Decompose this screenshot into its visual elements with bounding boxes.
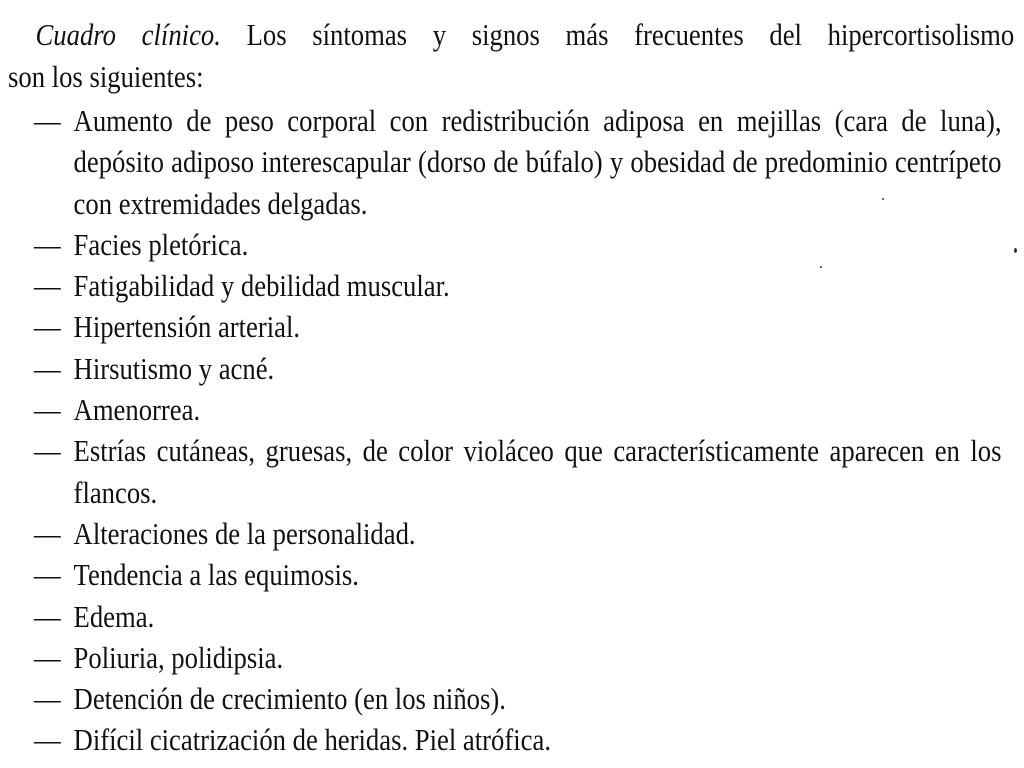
dash-bullet: — — [34, 515, 61, 551]
list-item-text: Fatigabilidad y debilidad muscular. — [73, 268, 450, 304]
list-item — [34, 596, 1002, 637]
scan-speck — [1014, 248, 1017, 253]
dash-bullet: — — [34, 639, 61, 675]
scan-speck — [882, 198, 884, 200]
dash-bullet: — — [34, 268, 61, 304]
dash-bullet: — — [34, 681, 61, 717]
list-item-text: Edema. — [73, 598, 155, 634]
dash-bullet: — — [34, 350, 61, 386]
dash-bullet: — — [34, 557, 61, 593]
list-item — [34, 554, 1002, 595]
list-item-text: Hirsutismo y acné. — [73, 350, 275, 386]
list-item-text: Poliuria, polidipsia. — [73, 639, 284, 675]
list-item-text: Difícil cicatrización de heridas. Piel atrófica. — [73, 722, 551, 758]
list-item — [34, 430, 1002, 513]
list-item-text: Alteraciones de la personalidad. — [73, 515, 416, 551]
list-item — [34, 306, 1002, 347]
intro-first-line — [8, 14, 1014, 56]
section-heading: Cuadro clínico. — [35, 17, 221, 52]
list-item-text: Hipertensión arterial. — [73, 309, 301, 345]
list-item-text: Detención de crecimiento (en los niños). — [73, 681, 506, 717]
symptom-list — [34, 100, 1002, 761]
list-item — [34, 513, 1002, 554]
dash-bullet: — — [34, 392, 61, 428]
intro-paragraph — [8, 14, 1014, 98]
dash-bullet: — — [34, 309, 61, 345]
list-item — [34, 224, 1002, 265]
list-item-text: Facies pletórica. — [73, 226, 249, 262]
list-item-text: Estrías cutáneas, gruesas, de color violáceo que característicamente aparecen en los flancos. — [73, 433, 1002, 510]
list-item-text: Aumento de peso corporal con redistribución adiposa en mejillas (cara de luna), depósito adiposo interescapular (dorso de búfalo) y obesidad de predominio centrípeto con extremidades delgadas. — [73, 103, 1002, 221]
list-item — [34, 348, 1002, 389]
dash-bullet: — — [34, 722, 61, 758]
scan-speck — [820, 266, 822, 268]
list-item — [34, 678, 1002, 719]
list-item — [34, 100, 1002, 224]
list-item — [34, 265, 1002, 306]
intro-text-line2: son los siguientes: — [8, 59, 204, 94]
dash-bullet: — — [34, 433, 61, 469]
dash-bullet: — — [34, 103, 61, 138]
list-item — [34, 637, 1002, 678]
dash-bullet: — — [34, 598, 61, 634]
list-item-text: Amenorrea. — [73, 392, 201, 428]
list-item — [34, 389, 1002, 430]
list-item-text: Tendencia a las equimosis. — [73, 557, 359, 593]
list-item — [34, 719, 1002, 760]
intro-text-line1: Los síntomas y signos más frecuentes del hipercortisolismo — [246, 17, 1015, 52]
dash-bullet: — — [34, 226, 61, 262]
